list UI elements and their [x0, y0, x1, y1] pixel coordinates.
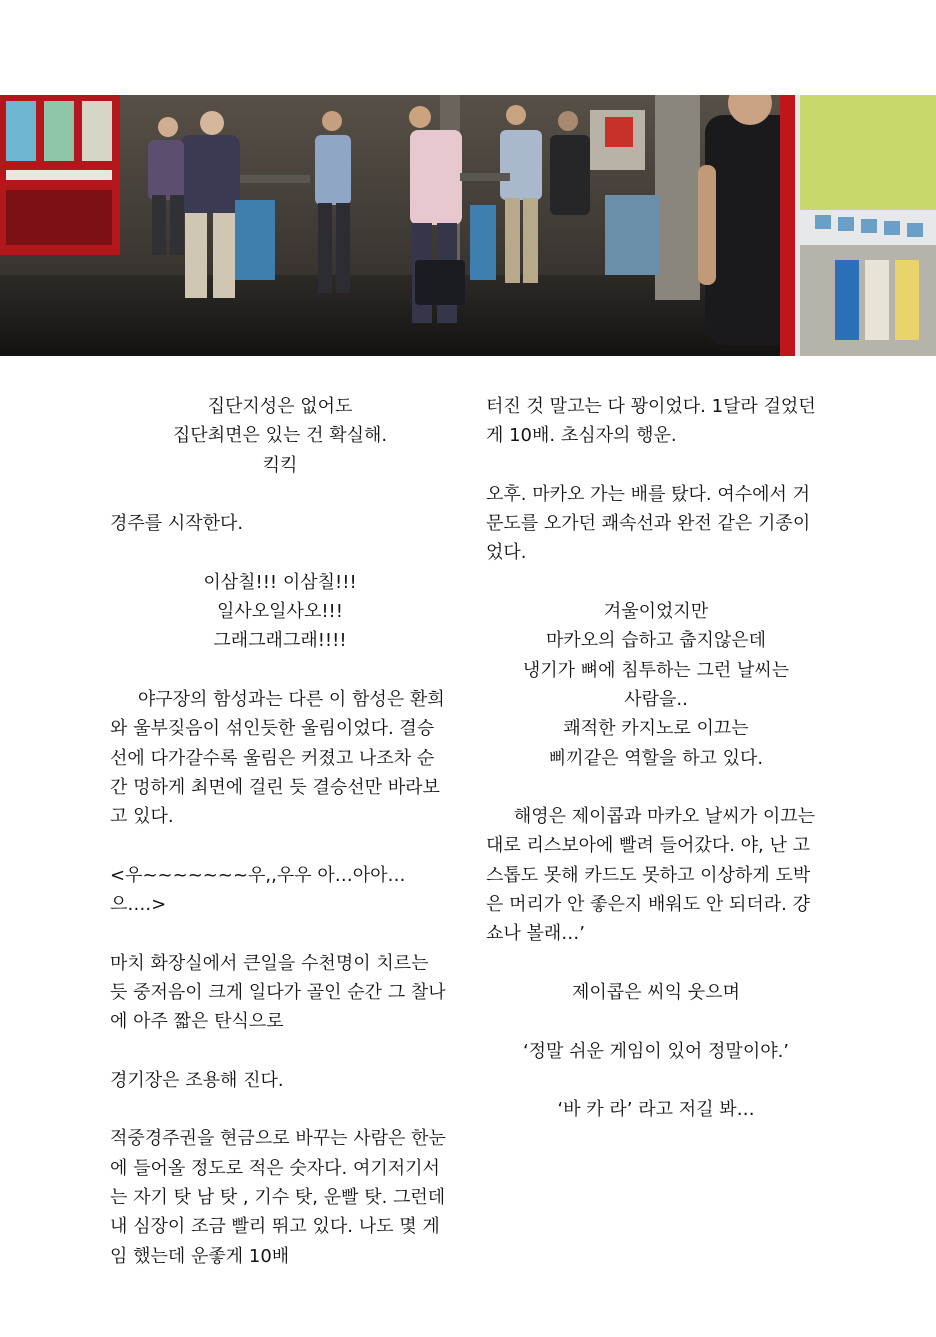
text-line: 이삼칠!!! 이삼칠!!!	[203, 571, 357, 593]
paragraph-sound: <우~~~~~~~우,,우우 아…아아…으….>	[110, 864, 406, 916]
paragraph-weather	[486, 597, 826, 773]
paragraph-sigh: 마치 화장실에서 큰일을 수천명이 치르는 듯 중저음이 크게 일다가 골인 순간 그 찰나에 아주 짧은 탄식으로	[110, 952, 446, 1033]
paragraph-race-start: 경주를 시작한다.	[110, 513, 244, 535]
paragraph-luck: 터진 것 말고는 다 꽝이었다. 1달라 걸었던 게 10배. 초심자의 행운.	[486, 396, 816, 447]
paragraph-collective	[110, 392, 450, 480]
text-line: 냉기가 뼈에 침투하는 그런 날씨는	[522, 659, 790, 681]
paragraph-baccarat: ‘바 카 라’ 라고 저길 봐…	[557, 1099, 755, 1121]
left-column	[110, 392, 450, 1271]
text-line: 집단지성은 없어도	[207, 396, 353, 417]
paragraph-lisboa: 해영은 제이콥과 마카오 날씨가 이끄는 대로 리스보아에 빨려 들어갔다. 야, 난 고스톱도 못해 카드도 못하고 이상하게 도박은 머리가 안 좋은지 배워도 안 되더라. 걍 쇼나 볼래…’	[486, 806, 815, 945]
photo-icon	[0, 95, 936, 356]
paragraph-quiet: 경기장은 조용해 진다.	[110, 1069, 284, 1091]
paragraph-cheers	[110, 568, 450, 656]
header-photo	[0, 95, 936, 356]
right-column	[486, 392, 826, 1154]
paragraph-easy-game: ‘정말 쉬운 게임이 있어 정말이야.’	[522, 1040, 790, 1062]
text-line: 쾌적한 카지노로 이끄는	[563, 718, 749, 740]
paragraph-roar: 야구장의 함성과는 다른 이 함성은 환희와 울부짖음이 섞인듯한 울림이었다. 결승선에 다가갈수록 울림은 커졌고 나조차 순간 멍하게 최면에 걸린 듯 결승선만 바라보고 있다.	[110, 688, 445, 828]
text-line: 겨울이었지만	[603, 601, 709, 623]
text-line: 일사오일사오!!!	[217, 601, 343, 623]
text-line: 집단최면은 있는 건 확실해.	[172, 425, 388, 447]
paragraph-ferry: 오후. 마카오 가는 배를 탔다. 여수에서 거문도를 오가던 쾌속선과 완전 같은 기종이었다.	[486, 483, 811, 564]
paragraph-jacob-smile: 제이콥은 씨익 웃으며	[572, 981, 740, 1003]
text-line: 사람을..	[624, 688, 688, 710]
text-line: 삐끼같은 역할을 하고 있다.	[548, 747, 764, 769]
text-line: 킥킥	[262, 454, 298, 476]
text-line: 마카오의 습하고 춥지않은데	[545, 630, 767, 652]
text-line: 그래그래그래!!!!	[213, 630, 347, 652]
paragraph-tickets: 적중경주권을 현금으로 바꾸는 사람은 한눈에 들어올 정도로 적은 숫자다. 여기저기서는 자기 탓 남 탓 , 기수 탓, 운빨 탓. 그런데 내 심장이 조금 빨리 뛰고 있다. 나도 몇 게임 했는데 운좋게 10배	[110, 1128, 446, 1267]
